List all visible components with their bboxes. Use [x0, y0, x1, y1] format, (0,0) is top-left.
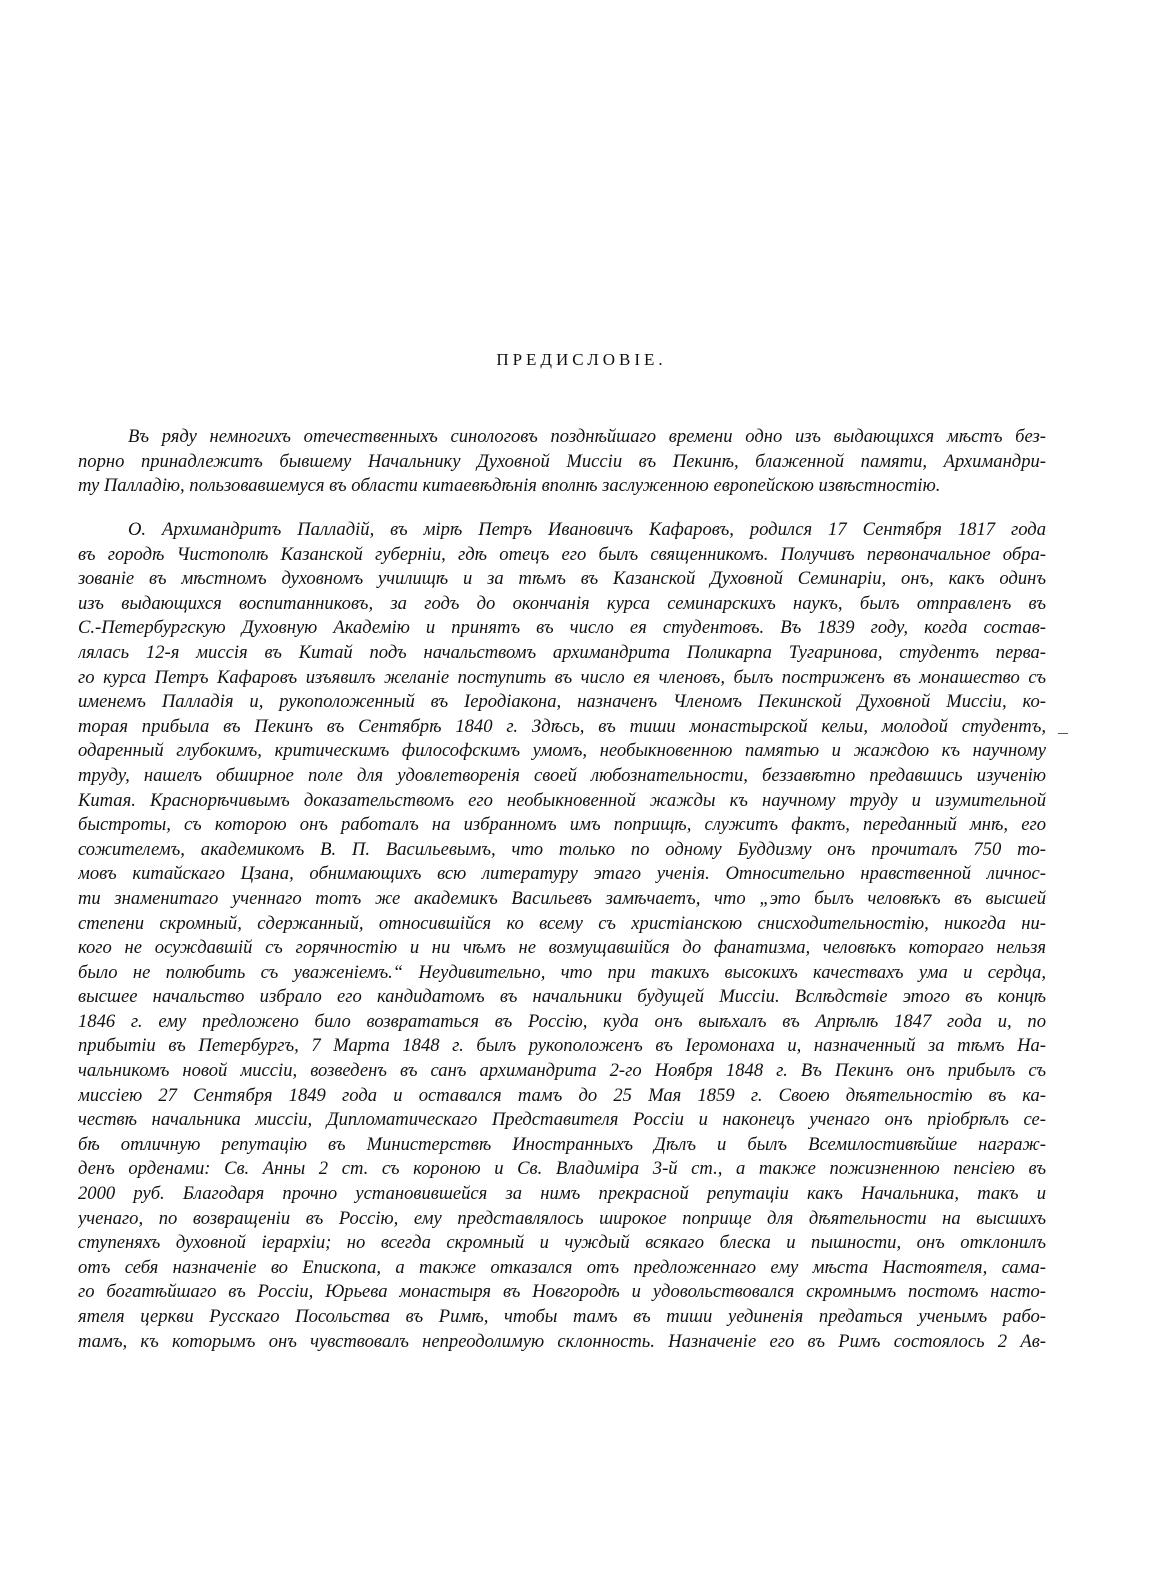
text-line: сожителемъ, академикомъ В. П. Васильевымъ, что только по одному Буддизму онъ прочиталъ 750 то-: [78, 838, 1046, 860]
text-line: чальникомъ новой миссiи, возведенъ въ санъ архимандрита 2-го Ноября 1848 г. Въ Пекинъ онъ прибылъ съ: [78, 1060, 1046, 1082]
text-line: чествѣ начальника миссiи, Дипломатическаго Представителя Россiи и наконецъ ученаго онъ прiобрѣлъ се-: [78, 1109, 1046, 1131]
text-line: высшее начальство избрало его кандидатомъ въ начальники будущей Миссiи. Вслѣдствiе этого въ концѣ: [78, 986, 1046, 1008]
text-line: миссiею 27 Сентября 1849 года и оставался тамъ до 25 Мая 1859 г. Своею дѣятельностiю въ ка-: [78, 1084, 1046, 1106]
text-line: ученаго, по возвращенiи въ Россiю, ему представлялось широкое поприще для дѣятельности на высшихъ: [78, 1207, 1046, 1229]
text-line: труду, нашелъ обширное поле для удовлетворенiя своей любознательности, беззавѣтно предавшись изученiю: [78, 764, 1046, 786]
text-line: ти знаменитаго ученнаго тотъ же академикъ Васильевъ замѣчаетъ, что „это былъ человѣкъ въ высшей: [78, 887, 1046, 909]
text-line: прибытiи въ Петербургъ, 7 Марта 1848 г. былъ рукоположенъ въ Iеромонаха и, назначенный за тѣмъ На-: [78, 1035, 1046, 1057]
text-line: го богатѣйшаго въ Россiи, Юрьева монастыря въ Новгородѣ и удовольствовался скромнымъ постомъ насто-: [78, 1281, 1046, 1303]
text-line: го курса Петръ Кафаровъ изъявилъ желанiе поступить въ число ея членовъ, былъ постриженъ въ монашество съ: [78, 666, 1046, 688]
intro-paragraph: [78, 425, 1046, 499]
text-line: денъ орденами: Св. Анны 2 ст. съ короною и Св. Владимiра 3-й ст., а также пожизненною пенсiею въ: [78, 1158, 1046, 1180]
text-line: О. Архимандритъ Палладiй, въ мiрѣ Петръ Ивановичъ Кафаровъ, родился 17 Сентября 1817 года: [128, 519, 1046, 540]
text-line: ту Палладiю, пользовавшемуся въ области китаевѣдѣнiя вполнѣ заслуженною европейскою извѣстностiю.: [78, 475, 941, 497]
text-line: мовъ китайскаго Цзана, обнимающихъ всю литературу этаго ученiя. Относительно нравственной личнос-: [78, 863, 1046, 885]
text-line: Китая. Краснорѣчивымъ доказательствомъ его необыкновенной жажды къ научному труду и изумительной: [78, 789, 1046, 811]
text-line: торая прибыла въ Пекинъ въ Сентябрѣ 1840 г. Здѣсь, въ тиши монастырской кельи, молодой студентъ,: [78, 715, 1046, 737]
text-line: отъ себя назначенiе во Епископа, а также отказался отъ предложеннаго ему мѣста Настоятеля, сама-: [78, 1256, 1046, 1278]
text-line: ятеля церкви Русскаго Посольства въ Римѣ, чтобы тамъ въ тиши уединенiя предаться ученымъ рабо-: [78, 1306, 1046, 1327]
text-line: въ городѣ Чистополѣ Казанской губернiи, гдѣ отецъ его былъ священникомъ. Получивъ первоначальное обра-: [78, 543, 1046, 565]
text-line: именемъ Палладiя и, рукоположенный въ Iеродiакона, назначенъ Членомъ Пекинской Духовной Миссiи, ко-: [78, 691, 1046, 713]
text-line: 2000 руб. Благодаря прочно установившейся за нимъ прекрасной репутацiи какъ Начальника, такъ и: [78, 1183, 1046, 1205]
text-line: зованiе въ мѣстномъ духовномъ училищѣ и за тѣмъ въ Казанской Духовной Семинарiи, онъ, какъ одинъ: [78, 568, 1046, 590]
text-line: степени скромный, сдержанный, относившiйся ко всему съ христiанскою снисходительностiю, никогда ни-: [78, 912, 1046, 934]
text-line: порно принадлежитъ бывшему Начальнику Духовной Миссiи въ Пекинѣ, блаженной памяти, Архимандри-: [78, 450, 1046, 472]
text-line: С.-Петербургскую Духовную Академiю и принятъ въ число ея студентовъ. Въ 1839 году, когда состав-: [78, 617, 1046, 639]
margin-dash-mark: [1058, 733, 1068, 734]
text-line: кого не осуждавшiй съ горячностiю и ни чѣмъ не возмущавшiйся до фанатизма, человѣкъ котораго нельзя: [78, 937, 1046, 959]
page-title: ПРЕДИСЛОВIЕ.: [496, 350, 667, 369]
text-line: Въ ряду немногихъ отечественныхъ синологовъ позднѣйшаго времени одно изъ выдающихся мѣстъ без-: [128, 426, 1046, 447]
text-line: было не полюбить съ уваженiемъ.“ Неудивительно, что при такихъ высокихъ качествахъ ума и сердца,: [78, 961, 1046, 983]
text-line: одаренный глубокимъ, критическимъ философскимъ умомъ, необыкновенною памятью и жаждою къ научному: [78, 740, 1046, 762]
text-line: тамъ, къ которымъ онъ чувствовалъ непреодолимую склонность. Назначенiе его въ Римъ состоялось 2 Ав-: [78, 1330, 1046, 1352]
text-line: бѣ отличную репутацiю въ Министерствѣ Иностранныхъ Дѣлъ и былъ Всемилостивѣйше награж-: [78, 1133, 1046, 1155]
text-line: 1846 г. ему предложено било возврататься въ Россiю, куда онъ выѣхалъ въ Апрѣлѣ 1847 года и, по: [78, 1010, 1046, 1032]
main-paragraph: [78, 518, 1046, 1354]
text-line: лялась 12-я миссiя въ Китай подъ начальствомъ архимандрита Поликарпа Тугаринова, студентъ перва-: [78, 641, 1046, 663]
text-line: ступеняхъ духовной iерархiи; но всегда скромный и чуждый всякаго блеска и пышности, онъ отклонилъ: [78, 1232, 1046, 1254]
text-line: быстроты, съ которою онъ работалъ на избранномъ имъ поприщѣ, служитъ фактъ, переданный мнѣ, его: [78, 814, 1046, 836]
text-line: изъ выдающихся воспитанниковъ, за годъ до окончанiя курса семинарскихъ наукъ, былъ отправленъ въ: [78, 592, 1046, 614]
